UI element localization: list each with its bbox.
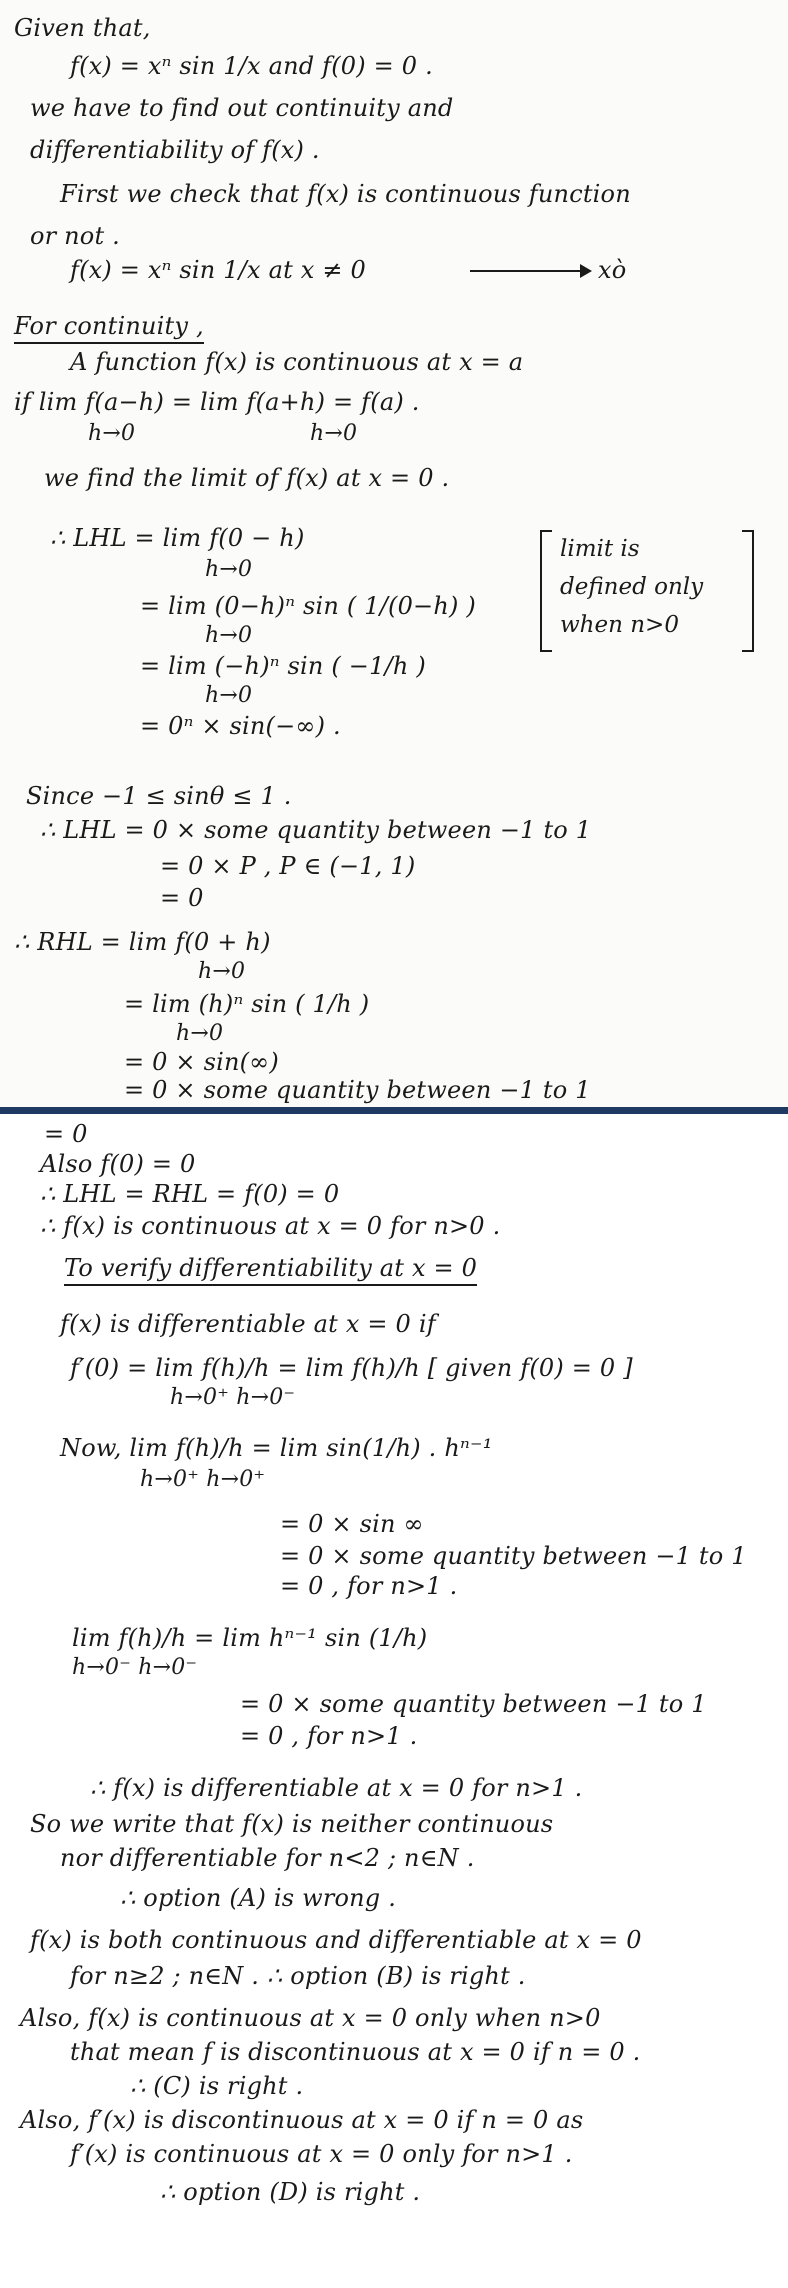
- formula-line: lim f(h)/h = lim hⁿ⁻¹ sin (1/h): [72, 1624, 428, 1652]
- arrow-icon: [470, 270, 590, 272]
- conclusion-line: that mean f is discontinuous at x = 0 if n = 0 .: [70, 2038, 641, 2066]
- formula-line: f(x) = xⁿ sin 1/x at x ≠ 0: [70, 256, 366, 284]
- conclusion-line: So we write that f(x) is neither continuous: [30, 1810, 554, 1838]
- limit-subscript: h→0: [205, 623, 253, 648]
- text-line: differentiability of f(x) .: [30, 136, 320, 164]
- formula-line: = 0 × some quantity between −1 to 1: [240, 1690, 707, 1718]
- formula-line: = 0: [160, 884, 204, 912]
- formula-line: = 0 × sin(∞): [124, 1048, 279, 1076]
- conclusion-line: ∴ (C) is right .: [130, 2072, 304, 2100]
- solution-page-top: [0, 0, 788, 1108]
- formula-line: = lim (−h)ⁿ sin ( −1/h ): [140, 652, 426, 680]
- formula-line: Since −1 ≤ sinθ ≤ 1 .: [26, 782, 292, 810]
- text-line: f(x) is differentiable at x = 0 if: [60, 1310, 436, 1338]
- limit-subscript: h→0⁺ h→0⁺: [140, 1467, 266, 1492]
- text-line: Given that,: [14, 14, 151, 42]
- text-line: or not .: [30, 222, 120, 250]
- section-heading: [14, 312, 204, 340]
- conclusion-line: Also, f′(x) is discontinuous at x = 0 if n = 0 as: [20, 2106, 584, 2134]
- side-note-line: defined only: [560, 574, 704, 600]
- formula-line: ∴ LHL = RHL = f(0) = 0: [40, 1180, 340, 1208]
- formula-line: = 0 , for n>1 .: [280, 1572, 458, 1600]
- formula-line: = 0 × some quantity between −1 to 1: [124, 1076, 591, 1104]
- side-note-line: when n>0: [560, 612, 679, 638]
- side-note-line: limit is: [560, 536, 640, 562]
- formula-line: = 0 × sin ∞: [280, 1510, 424, 1538]
- formula-line: = 0 × some quantity between −1 to 1: [280, 1542, 747, 1570]
- heading-differentiability: To verify differentiability at x = 0: [64, 1254, 477, 1286]
- limit-subscript: h→0⁺ h→0⁻: [170, 1385, 296, 1410]
- limit-subscript: h→0: [205, 683, 253, 708]
- formula-line: ∴ LHL = 0 × some quantity between −1 to 1: [40, 816, 592, 844]
- formula-line: Now, lim f(h)/h = lim sin(1/h) . hⁿ⁻¹: [60, 1434, 493, 1462]
- conclusion-line: for n≥2 ; n∈N . ∴ option (B) is right .: [70, 1962, 526, 1990]
- formula-line: Also f(0) = 0: [40, 1150, 196, 1178]
- limit-subscript: h→0: [176, 1021, 224, 1046]
- conclusion-line: f(x) is both continuous and differentiable at x = 0: [30, 1926, 642, 1954]
- text-line: A function f(x) is continuous at x = a: [70, 348, 524, 376]
- formula-line: = 0: [44, 1120, 88, 1148]
- limit-subscript: h→0⁻ h→0⁻: [72, 1655, 198, 1680]
- formula-line: = 0 × P , P ∈ (−1, 1): [160, 852, 416, 880]
- heading-continuity: For continuity ,: [14, 312, 204, 344]
- limit-subscript: h→0: [198, 959, 246, 984]
- conclusion-line: Also, f(x) is continuous at x = 0 only when n>0: [20, 2004, 601, 2032]
- formula-line: ∴ RHL = lim f(0 + h): [14, 928, 271, 956]
- text-line: First we check that f(x) is continuous function: [60, 180, 631, 208]
- formula-line: f(x) = xⁿ sin 1/x and f(0) = 0 .: [70, 52, 433, 80]
- formula-line: = lim (0−h)ⁿ sin ( 1/(0−h) ): [140, 592, 476, 620]
- conclusion-line: ∴ f(x) is differentiable at x = 0 for n>1 .: [90, 1774, 583, 1802]
- limit-subscript: h→0: [310, 421, 358, 446]
- formula-line: = 0 , for n>1 .: [240, 1722, 418, 1750]
- conclusion-line: nor differentiable for n<2 ; n∈N .: [60, 1844, 475, 1872]
- conclusion-line: f′(x) is continuous at x = 0 only for n>1 .: [70, 2140, 573, 2168]
- limit-subscript: h→0: [205, 557, 253, 582]
- solution-page-bottom: [0, 1114, 788, 2288]
- section-heading: [64, 1254, 477, 1282]
- conclusion-line: ∴ option (D) is right .: [160, 2178, 421, 2206]
- text-line: we find the limit of f(x) at x = 0 .: [44, 464, 450, 492]
- limit-subscript: h→0: [88, 421, 136, 446]
- text-line: we have to find out continuity and: [30, 94, 454, 122]
- formula-line: ∴ LHL = lim f(0 − h): [50, 524, 305, 552]
- side-note-bracket: [540, 530, 754, 650]
- conclusion-line: ∴ option (A) is wrong .: [120, 1884, 397, 1912]
- formula-line: f′(0) = lim f(h)/h = lim f(h)/h [ given f(0) = 0 ]: [70, 1354, 633, 1382]
- equation-tag: xò: [598, 256, 627, 284]
- text-line: ∴ f(x) is continuous at x = 0 for n>0 .: [40, 1212, 501, 1240]
- formula-line: = lim (h)ⁿ sin ( 1/h ): [124, 990, 370, 1018]
- formula-line: if lim f(a−h) = lim f(a+h) = f(a) .: [14, 388, 420, 416]
- formula-line: = 0ⁿ × sin(−∞) .: [140, 712, 341, 740]
